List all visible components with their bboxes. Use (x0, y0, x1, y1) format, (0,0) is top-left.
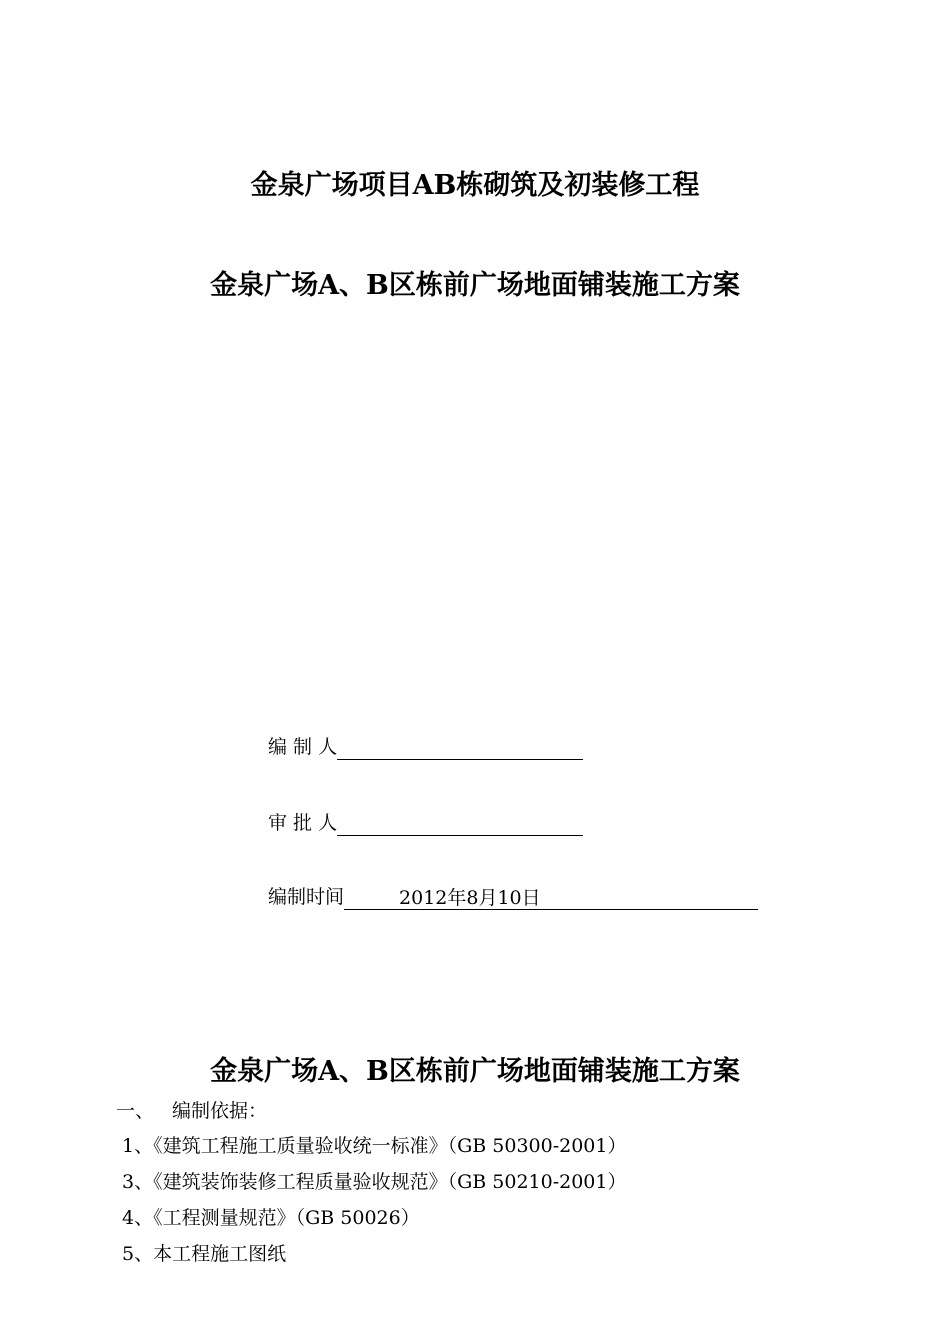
basis-item: 3、《建筑装饰装修工程质量验收规范》（GB 50210-2001） (122, 1171, 627, 1193)
basis-item: 1、《建筑工程施工质量验收统一标准》（GB 50300-2001） (122, 1135, 627, 1157)
plan-title: 金泉广场A、B区栋前广场地面铺装施工方案 (210, 270, 740, 301)
approver-label: 审 批 人 (268, 812, 338, 834)
plan-title-repeat: 金泉广场A、B区栋前广场地面铺装施工方案 (210, 1056, 740, 1087)
project-title: 金泉广场项目AB栋砌筑及初装修工程 (250, 170, 700, 201)
basis-item: 4、《工程测量规范》（GB 50026） (122, 1207, 420, 1229)
basis-heading-text: 编制依据： (172, 1100, 268, 1122)
approver-row (268, 810, 583, 836)
basis-heading (116, 1098, 267, 1124)
compiler-label: 编 制 人 (268, 736, 338, 758)
basis-heading-number: 一、 (116, 1100, 155, 1122)
date-label: 编制时间 (268, 886, 345, 908)
compiler-row (268, 734, 583, 760)
approver-signature-line (337, 814, 583, 836)
basis-item: 5、本工程施工图纸 (122, 1243, 287, 1265)
date-value: 2012年8月10日 (344, 888, 758, 910)
compiler-signature-line (337, 738, 583, 760)
date-row (268, 884, 758, 910)
